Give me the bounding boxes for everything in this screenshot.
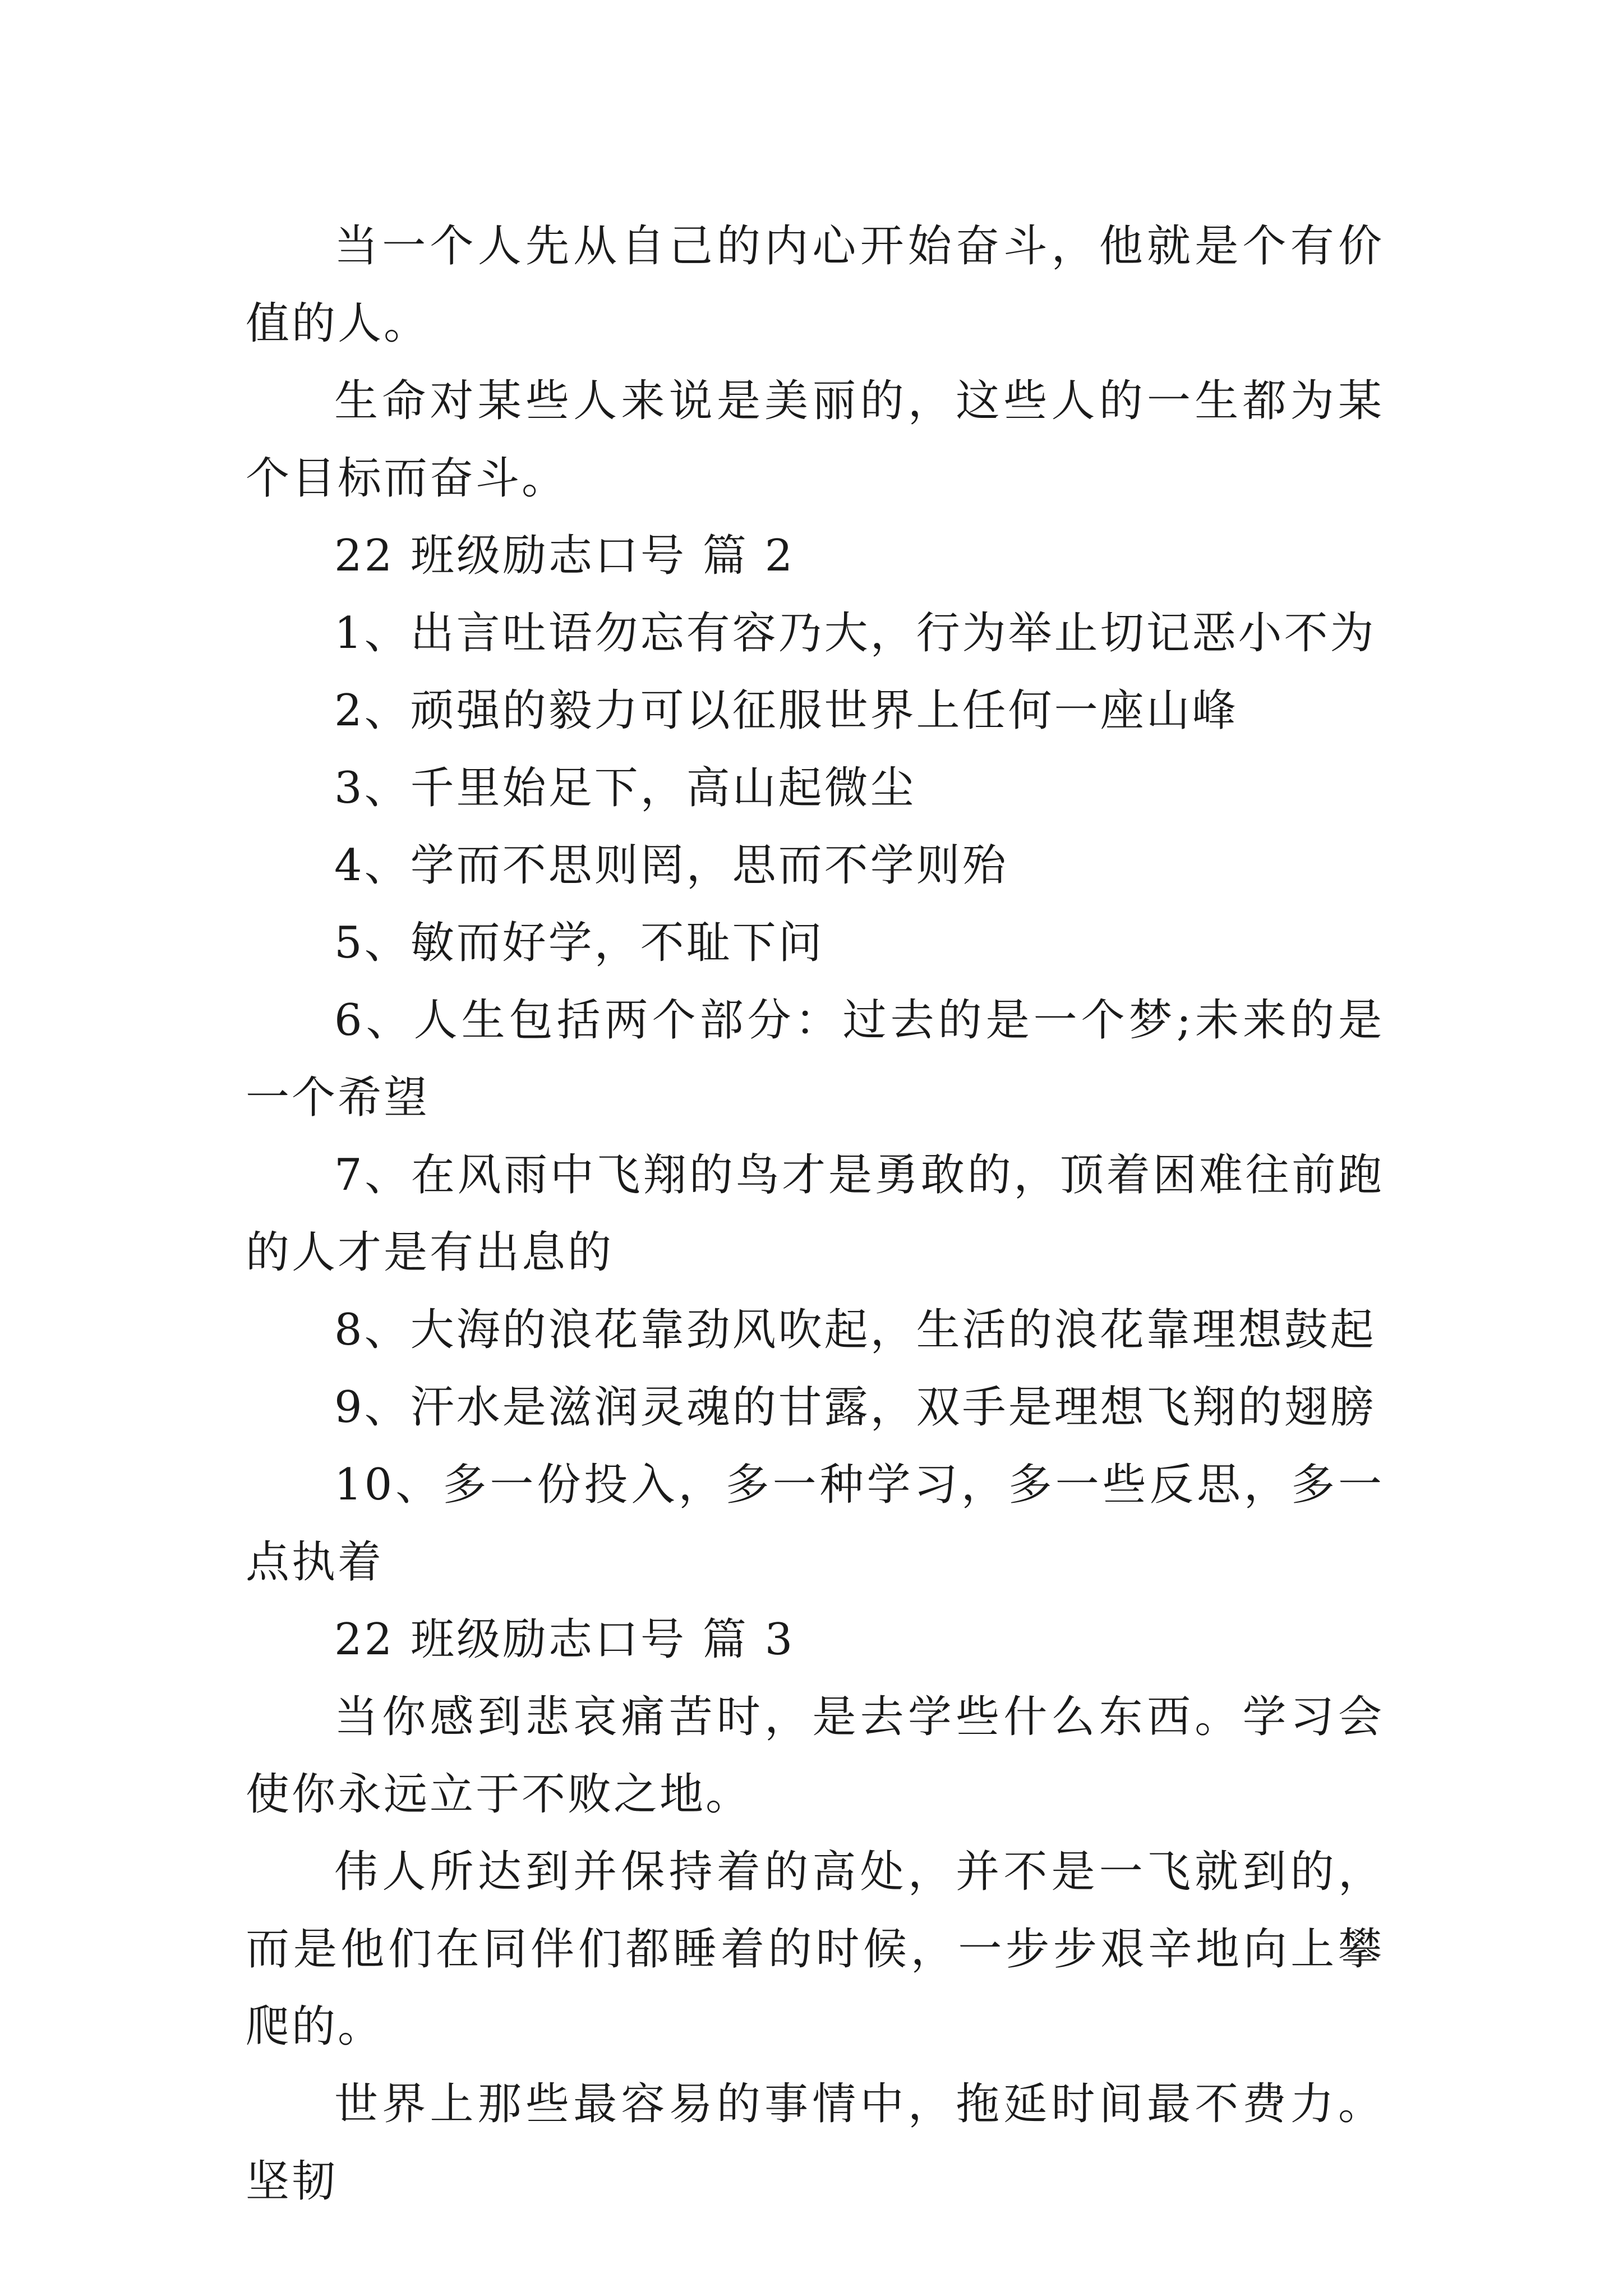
paragraph: 当你感到悲哀痛苦时，是去学些什么东西。学习会使你永远立于不败之地。	[246, 1692, 1384, 1820]
list-item: 9、汗水是滋润灵魂的甘露，双手是理想飞翔的翅膀	[334, 1382, 1376, 1433]
paragraph: 世界上那些最容易的事情中，拖延时间最不费力。坚韧	[246, 2079, 1384, 2207]
list-item: 7、在风雨中飞翔的鸟才是勇敢的，顶着困难往前跑的人才是有出息的	[246, 1150, 1384, 1278]
list-item: 6、人生包括两个部分：过去的是一个梦;未来的是一个希望	[246, 995, 1384, 1123]
list-item: 1、出言吐语勿忘有容乃大，行为举止切记恶小不为	[334, 608, 1376, 659]
list-item: 3、千里始足下，高山起微尘	[334, 763, 916, 813]
document-body	[246, 208, 1384, 2220]
section-heading: 22 班级励志口号 篇 3	[334, 1614, 795, 1665]
list-item: 4、学而不思则罔，思而不学则殆	[334, 840, 1008, 891]
paragraph: 当一个人先从自己的内心开始奋斗，他就是个有价值的人。	[246, 221, 1384, 349]
list-item: 2、顽强的毅力可以征服世界上任何一座山峰	[334, 685, 1238, 736]
list-item: 5、敏而好学，不耻下问	[334, 918, 824, 968]
list-item: 10、多一份投入，多一种学习，多一些反思，多一点执着	[246, 1460, 1384, 1588]
section-heading: 22 班级励志口号 篇 2	[334, 531, 795, 581]
list-item: 8、大海的浪花靠劲风吹起，生活的浪花靠理想鼓起	[334, 1305, 1376, 1355]
paragraph: 生命对某些人来说是美丽的，这些人的一生都为某个目标而奋斗。	[246, 376, 1384, 504]
paragraph: 伟人所达到并保持着的高处，并不是一飞就到的，而是他们在同伴们都睡着的时候，一步步艰辛地向上攀爬的。	[246, 1847, 1384, 2052]
